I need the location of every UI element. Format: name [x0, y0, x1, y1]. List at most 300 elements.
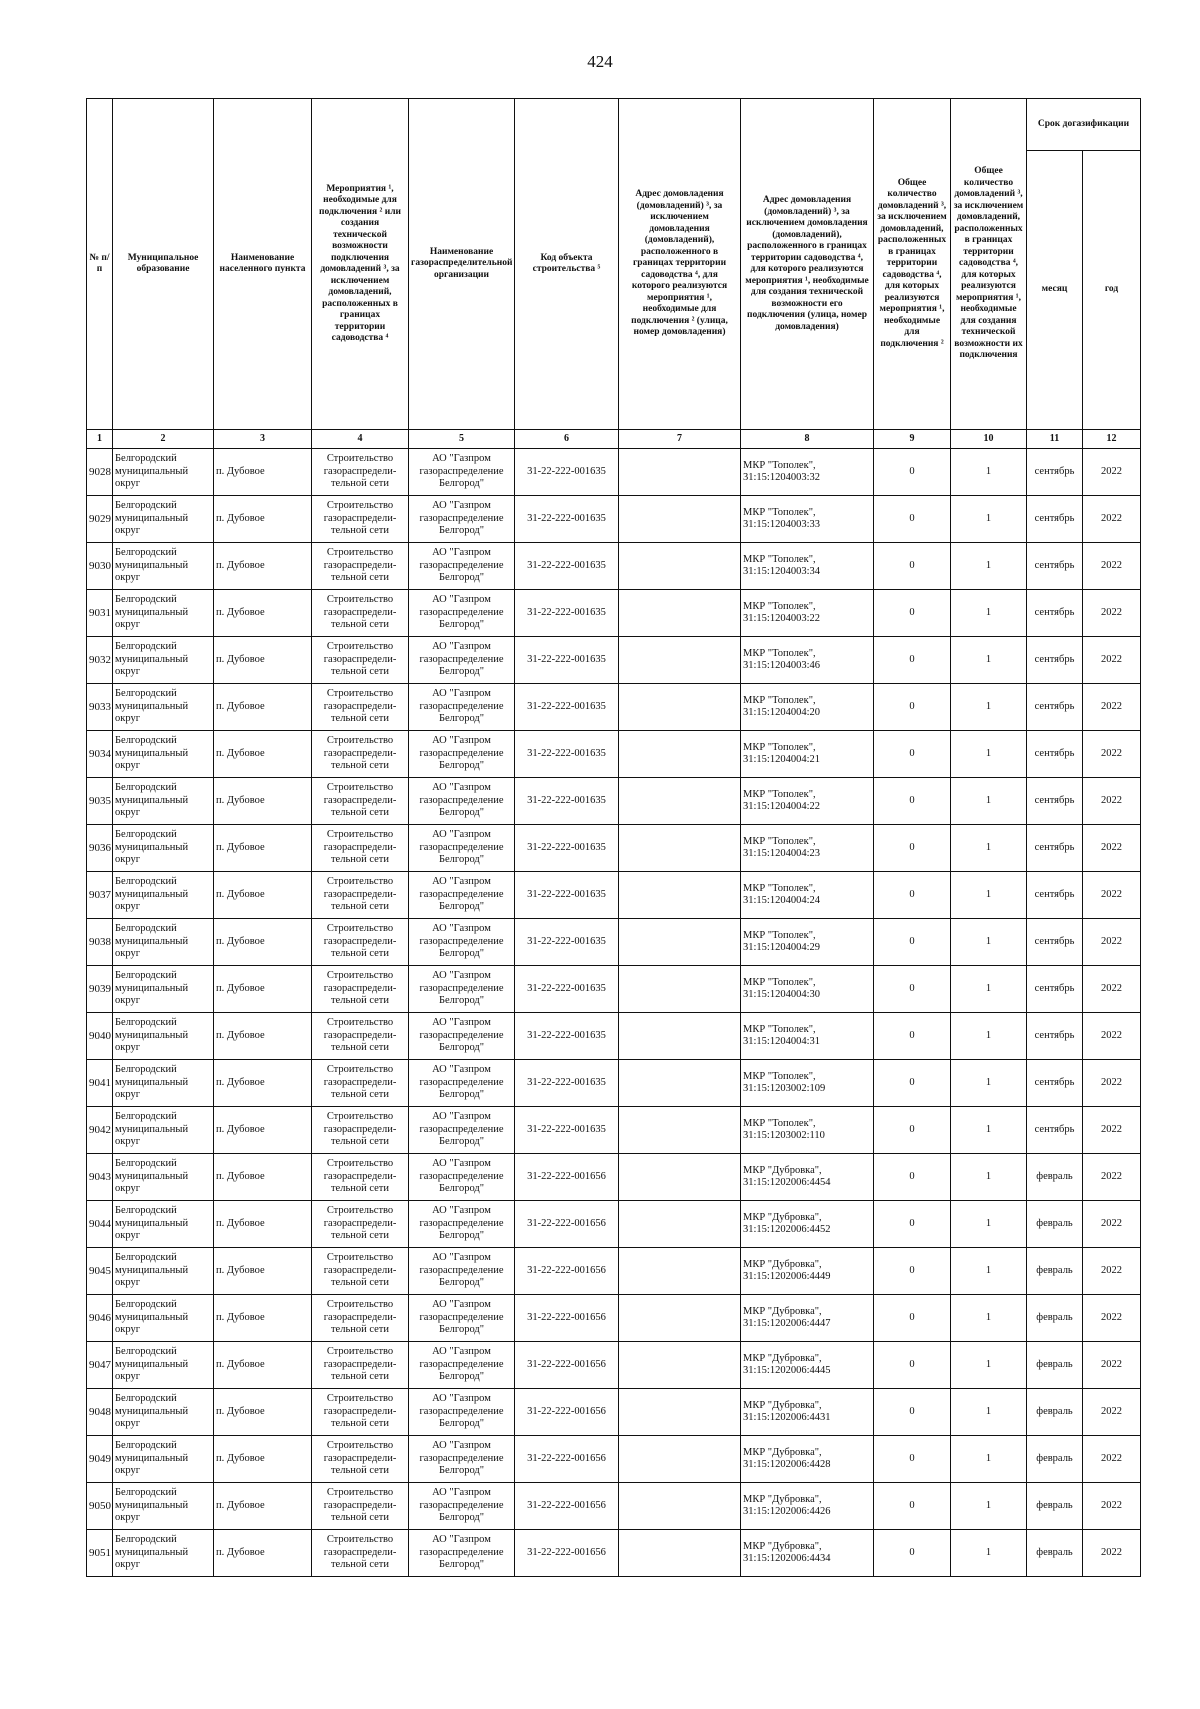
gas-org-line: Белгород" [438, 666, 485, 678]
measure-line: Строительство [326, 1346, 394, 1358]
gas-org-cell [409, 1342, 515, 1389]
measure-line: тельной сети [330, 1371, 390, 1383]
measure-cell [312, 1389, 409, 1436]
municipality-cell [113, 1201, 214, 1248]
gas-org-line: АО "Газпром [432, 1252, 491, 1264]
municipality-line: муниципальный [115, 794, 189, 806]
address-connection-cell [619, 1154, 741, 1201]
count-connection-cell: 0 [874, 449, 951, 496]
gas-org-line: АО "Газпром [432, 923, 491, 935]
gas-org-line: Белгород" [438, 1324, 485, 1336]
municipality-line: округ [115, 1183, 141, 1195]
measure-line: газораспредели- [323, 512, 397, 524]
address-connection-cell [619, 637, 741, 684]
header-municipality: Муниципальное образование [113, 99, 214, 430]
table-body [87, 449, 1141, 1577]
gas-org-line: газораспределение [419, 841, 504, 853]
municipality-line: округ [115, 1371, 141, 1383]
address-connection-cell [619, 1483, 741, 1530]
year-cell: 2022 [1083, 1154, 1141, 1201]
gas-org-line: АО "Газпром [432, 1158, 491, 1170]
gas-org-line: газораспределение [419, 1311, 504, 1323]
municipality-line: округ [115, 1324, 141, 1336]
gas-org-cell [409, 1154, 515, 1201]
table-row [87, 590, 1141, 637]
municipality-cell [113, 778, 214, 825]
settlement-cell: п. Дубовое [214, 1107, 312, 1154]
address-street: МКР "Тополек", [743, 741, 816, 753]
gas-org-line: Белгород" [438, 1512, 485, 1524]
address-street: МКР "Дубровка", [743, 1446, 822, 1458]
gas-org-cell [409, 778, 515, 825]
object-code-cell: 31-22-222-001635 [515, 496, 619, 543]
measure-line: тельной сети [330, 1512, 390, 1524]
count-capability-cell: 1 [951, 825, 1027, 872]
municipality-line: округ [115, 854, 141, 866]
measure-line: тельной сети [330, 1183, 390, 1195]
measure-cell [312, 919, 409, 966]
address-connection-cell [619, 1295, 741, 1342]
measure-line: Строительство [326, 500, 394, 512]
count-connection-cell: 0 [874, 1154, 951, 1201]
settlement-cell: п. Дубовое [214, 449, 312, 496]
measure-cell [312, 496, 409, 543]
measure-line: Строительство [326, 782, 394, 794]
measure-line: тельной сети [330, 901, 390, 913]
table-row [87, 919, 1141, 966]
table-row [87, 1483, 1141, 1530]
year-cell: 2022 [1083, 731, 1141, 778]
row-number: 9035 [87, 778, 113, 825]
measure-line: Строительство [326, 1440, 394, 1452]
count-capability-cell: 1 [951, 778, 1027, 825]
row-number: 9048 [87, 1389, 113, 1436]
measure-line: тельной сети [330, 854, 390, 866]
settlement-cell: п. Дубовое [214, 966, 312, 1013]
municipality-line: муниципальный [115, 465, 189, 477]
measure-cell [312, 637, 409, 684]
gas-org-line: Белгород" [438, 901, 485, 913]
measure-cell [312, 825, 409, 872]
municipality-cell [113, 543, 214, 590]
address-connection-cell [619, 872, 741, 919]
gas-org-line: Белгород" [438, 1559, 485, 1571]
table-row [87, 496, 1141, 543]
measure-line: газораспредели- [323, 559, 397, 571]
count-capability-cell: 1 [951, 1107, 1027, 1154]
municipality-cell [113, 1483, 214, 1530]
measure-line: тельной сети [330, 760, 390, 772]
municipality-line: округ [115, 948, 141, 960]
measure-line: тельной сети [330, 478, 390, 490]
gas-org-line: Белгород" [438, 1230, 485, 1242]
measure-cell [312, 731, 409, 778]
municipality-line: Белгородский [115, 735, 177, 747]
settlement-cell: п. Дубовое [214, 684, 312, 731]
measure-line: тельной сети [330, 1418, 390, 1430]
gas-org-line: газораспределение [419, 935, 504, 947]
table-row [87, 1013, 1141, 1060]
address-street: МКР "Тополек", [743, 929, 816, 941]
municipality-line: муниципальный [115, 653, 189, 665]
address-connection-cell [619, 1248, 741, 1295]
address-connection-cell [619, 684, 741, 731]
measure-cell [312, 1436, 409, 1483]
gas-org-line: АО "Газпром [432, 1017, 491, 1029]
municipality-line: Белгородский [115, 1205, 177, 1217]
measure-cell [312, 872, 409, 919]
count-capability-cell: 1 [951, 919, 1027, 966]
count-capability-cell: 1 [951, 1530, 1027, 1577]
municipality-line: округ [115, 760, 141, 772]
row-number: 9029 [87, 496, 113, 543]
municipality-cell [113, 919, 214, 966]
column-number: 4 [312, 430, 409, 449]
table-row [87, 1248, 1141, 1295]
address-cadastral: 31:15:1202006:4452 [743, 1224, 831, 1235]
year-cell: 2022 [1083, 872, 1141, 919]
object-code-cell: 31-22-222-001635 [515, 1060, 619, 1107]
month-cell: февраль [1027, 1436, 1083, 1483]
measure-line: тельной сети [330, 807, 390, 819]
municipality-line: округ [115, 619, 141, 631]
measure-line: тельной сети [330, 1324, 390, 1336]
gas-org-line: Белгород" [438, 995, 485, 1007]
municipality-line: муниципальный [115, 700, 189, 712]
gas-org-line: Белгород" [438, 619, 485, 631]
address-connection-cell [619, 778, 741, 825]
municipality-line: муниципальный [115, 1123, 189, 1135]
gas-org-line: Белгород" [438, 1371, 485, 1383]
year-cell: 2022 [1083, 1201, 1141, 1248]
measure-line: тельной сети [330, 1230, 390, 1242]
count-connection-cell: 0 [874, 1060, 951, 1107]
measure-line: Строительство [326, 547, 394, 559]
measure-line: газораспредели- [323, 653, 397, 665]
table-row [87, 778, 1141, 825]
object-code-cell: 31-22-222-001635 [515, 543, 619, 590]
address-cadastral: 31:15:1204004:29 [743, 942, 821, 953]
address-cadastral: 31:15:1204004:22 [743, 801, 821, 812]
year-cell: 2022 [1083, 496, 1141, 543]
count-capability-cell: 1 [951, 1342, 1027, 1389]
row-number: 9049 [87, 1436, 113, 1483]
count-capability-cell: 1 [951, 590, 1027, 637]
municipality-line: муниципальный [115, 1311, 189, 1323]
month-cell: сентябрь [1027, 1060, 1083, 1107]
municipality-line: муниципальный [115, 1452, 189, 1464]
settlement-cell: п. Дубовое [214, 543, 312, 590]
measure-line: Строительство [326, 829, 394, 841]
settlement-cell: п. Дубовое [214, 1295, 312, 1342]
gas-org-line: газораспределение [419, 1499, 504, 1511]
month-cell: сентябрь [1027, 1013, 1083, 1060]
municipality-line: муниципальный [115, 512, 189, 524]
header-year: год [1083, 151, 1141, 430]
municipality-line: округ [115, 995, 141, 1007]
address-capability-cell [741, 872, 874, 919]
municipality-line: муниципальный [115, 1217, 189, 1229]
municipality-line: Белгородский [115, 829, 177, 841]
gas-org-line: АО "Газпром [432, 1205, 491, 1217]
year-cell: 2022 [1083, 1248, 1141, 1295]
measure-line: тельной сети [330, 666, 390, 678]
header-address-connection: Адрес домовладения (домовладений) ³, за исключением домовладения (домовладений), расположенного в границах территории садоводства ⁴, для которого реализуются мероприятия ¹, необходимые для подключения ² (улица, номер домовладения) [619, 99, 741, 430]
row-number: 9033 [87, 684, 113, 731]
address-cadastral: 31:15:1202006:4449 [743, 1271, 831, 1282]
municipality-line: Белгородский [115, 594, 177, 606]
table-row [87, 1295, 1141, 1342]
object-code-cell: 31-22-222-001656 [515, 1248, 619, 1295]
gas-org-line: АО "Газпром [432, 641, 491, 653]
address-capability-cell [741, 919, 874, 966]
year-cell: 2022 [1083, 919, 1141, 966]
gas-org-line: АО "Газпром [432, 1346, 491, 1358]
gas-org-cell [409, 1060, 515, 1107]
measure-line: газораспредели- [323, 606, 397, 618]
gas-org-cell [409, 1483, 515, 1530]
municipality-line: округ [115, 478, 141, 490]
gas-org-line: газораспределение [419, 1123, 504, 1135]
address-cadastral: 31:15:1204003:22 [743, 613, 821, 624]
table-row [87, 731, 1141, 778]
column-number: 5 [409, 430, 515, 449]
municipality-line: муниципальный [115, 1358, 189, 1370]
year-cell: 2022 [1083, 449, 1141, 496]
gas-org-line: газораспределение [419, 794, 504, 806]
year-cell: 2022 [1083, 1530, 1141, 1577]
gas-org-line: газораспределение [419, 747, 504, 759]
measure-line: тельной сети [330, 713, 390, 725]
address-capability-cell [741, 543, 874, 590]
measure-line: Строительство [326, 641, 394, 653]
municipality-line: Белгородский [115, 1440, 177, 1452]
address-cadastral: 31:15:1202006:4428 [743, 1459, 831, 1470]
gas-org-line: АО "Газпром [432, 688, 491, 700]
object-code-cell: 31-22-222-001656 [515, 1201, 619, 1248]
table-row [87, 1342, 1141, 1389]
settlement-cell: п. Дубовое [214, 1436, 312, 1483]
address-capability-cell [741, 778, 874, 825]
address-street: МКР "Тополек", [743, 506, 816, 518]
measure-line: газораспредели- [323, 888, 397, 900]
municipality-line: муниципальный [115, 1170, 189, 1182]
address-cadastral: 31:15:1204003:33 [743, 519, 821, 530]
table-row [87, 825, 1141, 872]
table-row [87, 1154, 1141, 1201]
settlement-cell: п. Дубовое [214, 731, 312, 778]
gas-org-cell [409, 1013, 515, 1060]
measure-line: Строительство [326, 1252, 394, 1264]
month-cell: сентябрь [1027, 872, 1083, 919]
gas-org-line: газораспределение [419, 982, 504, 994]
municipality-line: Белгородский [115, 547, 177, 559]
gas-org-cell [409, 637, 515, 684]
municipality-cell [113, 1107, 214, 1154]
address-street: МКР "Тополек", [743, 1117, 816, 1129]
year-cell: 2022 [1083, 543, 1141, 590]
measure-line: газораспредели- [323, 747, 397, 759]
municipality-line: Белгородский [115, 1393, 177, 1405]
table-row [87, 1436, 1141, 1483]
gas-org-line: АО "Газпром [432, 547, 491, 559]
municipality-line: Белгородский [115, 453, 177, 465]
count-capability-cell: 1 [951, 1295, 1027, 1342]
address-street: МКР "Тополек", [743, 647, 816, 659]
measure-line: Строительство [326, 876, 394, 888]
column-number: 2 [113, 430, 214, 449]
measure-line: тельной сети [330, 1042, 390, 1054]
column-number: 9 [874, 430, 951, 449]
measure-cell [312, 1154, 409, 1201]
count-capability-cell: 1 [951, 872, 1027, 919]
month-cell: сентябрь [1027, 684, 1083, 731]
address-street: МКР "Дубровка", [743, 1399, 822, 1411]
gas-org-line: газораспределение [419, 700, 504, 712]
address-connection-cell [619, 966, 741, 1013]
settlement-cell: п. Дубовое [214, 778, 312, 825]
address-street: МКР "Дубровка", [743, 1164, 822, 1176]
measure-cell [312, 966, 409, 1013]
measure-line: газораспредели- [323, 1499, 397, 1511]
month-cell: февраль [1027, 1342, 1083, 1389]
municipality-cell [113, 637, 214, 684]
count-connection-cell: 0 [874, 543, 951, 590]
year-cell: 2022 [1083, 1436, 1141, 1483]
address-cadastral: 31:15:1204004:23 [743, 848, 821, 859]
object-code-cell: 31-22-222-001656 [515, 1436, 619, 1483]
measure-line: Строительство [326, 1534, 394, 1546]
count-connection-cell: 0 [874, 496, 951, 543]
header-count-connection: Общее количество домовладений ³, за исключением домовладений, расположенных в границах территории садоводства ⁴, для которых реализуются мероприятия ¹, необходимые для подключения ² [874, 99, 951, 430]
municipality-line: округ [115, 666, 141, 678]
municipality-line: муниципальный [115, 1264, 189, 1276]
measure-cell [312, 1013, 409, 1060]
measure-line: газораспредели- [323, 935, 397, 947]
address-street: МКР "Дубровка", [743, 1540, 822, 1552]
address-capability-cell [741, 1248, 874, 1295]
municipality-cell [113, 825, 214, 872]
address-capability-cell [741, 1060, 874, 1107]
municipality-line: Белгородский [115, 1252, 177, 1264]
settlement-cell: п. Дубовое [214, 1530, 312, 1577]
object-code-cell: 31-22-222-001635 [515, 731, 619, 778]
count-connection-cell: 0 [874, 825, 951, 872]
measure-cell [312, 778, 409, 825]
municipality-line: Белгородский [115, 1017, 177, 1029]
month-cell: сентябрь [1027, 966, 1083, 1013]
row-number: 9031 [87, 590, 113, 637]
gas-org-line: АО "Газпром [432, 500, 491, 512]
settlement-cell: п. Дубовое [214, 1013, 312, 1060]
measure-cell [312, 1530, 409, 1577]
gas-org-line: Белгород" [438, 713, 485, 725]
year-cell: 2022 [1083, 778, 1141, 825]
row-number: 9051 [87, 1530, 113, 1577]
municipality-line: Белгородский [115, 500, 177, 512]
gas-org-line: газораспределение [419, 512, 504, 524]
month-cell: сентябрь [1027, 778, 1083, 825]
gas-org-line: газораспределение [419, 1170, 504, 1182]
address-street: МКР "Дубровка", [743, 1305, 822, 1317]
row-number: 9032 [87, 637, 113, 684]
municipality-line: Белгородский [115, 688, 177, 700]
measure-line: Строительство [326, 1299, 394, 1311]
measure-cell [312, 684, 409, 731]
measure-line: тельной сети [330, 1136, 390, 1148]
municipality-cell [113, 590, 214, 637]
row-number: 9046 [87, 1295, 113, 1342]
measure-line: газораспредели- [323, 1076, 397, 1088]
gas-org-line: АО "Газпром [432, 1440, 491, 1452]
gas-org-line: Белгород" [438, 854, 485, 866]
municipality-line: муниципальный [115, 747, 189, 759]
gas-org-line: Белгород" [438, 1465, 485, 1477]
gas-org-line: АО "Газпром [432, 1393, 491, 1405]
measure-line: газораспредели- [323, 1029, 397, 1041]
settlement-cell: п. Дубовое [214, 1154, 312, 1201]
gas-org-line: Белгород" [438, 1277, 485, 1289]
measure-line: газораспредели- [323, 1358, 397, 1370]
measure-line: Строительство [326, 1487, 394, 1499]
measure-line: тельной сети [330, 995, 390, 1007]
gas-org-line: Белгород" [438, 760, 485, 772]
table-row [87, 1389, 1141, 1436]
measure-line: Строительство [326, 970, 394, 982]
month-cell: сентябрь [1027, 543, 1083, 590]
year-cell: 2022 [1083, 1013, 1141, 1060]
row-number: 9036 [87, 825, 113, 872]
measure-line: тельной сети [330, 619, 390, 631]
address-cadastral: 31:15:1202006:4454 [743, 1177, 831, 1188]
object-code-cell: 31-22-222-001656 [515, 1342, 619, 1389]
table-row [87, 1530, 1141, 1577]
address-cadastral: 31:15:1204004:21 [743, 754, 821, 765]
year-cell: 2022 [1083, 590, 1141, 637]
gas-org-line: Белгород" [438, 478, 485, 490]
column-number: 11 [1027, 430, 1083, 449]
gas-org-line: газораспределение [419, 1546, 504, 1558]
address-cadastral: 31:15:1203002:109 [743, 1083, 826, 1094]
address-capability-cell [741, 825, 874, 872]
measure-line: тельной сети [330, 1277, 390, 1289]
gas-org-line: газораспределение [419, 559, 504, 571]
year-cell: 2022 [1083, 1483, 1141, 1530]
address-capability-cell [741, 1013, 874, 1060]
month-cell: февраль [1027, 1530, 1083, 1577]
address-connection-cell [619, 543, 741, 590]
gas-org-line: газораспределение [419, 606, 504, 618]
municipality-line: муниципальный [115, 559, 189, 571]
municipality-line: округ [115, 713, 141, 725]
address-street: МКР "Тополек", [743, 600, 816, 612]
table-row [87, 449, 1141, 496]
settlement-cell: п. Дубовое [214, 1248, 312, 1295]
gas-org-line: Белгород" [438, 807, 485, 819]
year-cell: 2022 [1083, 1107, 1141, 1154]
header-count-capability: Общее количество домовладений ³, за исключением домовладений, расположенных в границах территории садоводства ⁴, для которых реализуются мероприятия ¹, необходимые для создания технической возможности их подключения [951, 99, 1027, 430]
month-cell: сентябрь [1027, 825, 1083, 872]
measure-line: Строительство [326, 1393, 394, 1405]
row-number: 9044 [87, 1201, 113, 1248]
gas-org-cell [409, 919, 515, 966]
count-connection-cell: 0 [874, 872, 951, 919]
count-connection-cell: 0 [874, 1342, 951, 1389]
month-cell: сентябрь [1027, 637, 1083, 684]
municipality-line: округ [115, 1230, 141, 1242]
header-address-capability: Адрес домовладения (домовладений) ³, за исключением домовладения (домовладений), расположенного в границах территории садоводства ⁴, для которого реализуются мероприятия ¹, необходимые для создания технической возможности его подключения (улица, номер домовладения) [741, 99, 874, 430]
gas-org-cell [409, 1389, 515, 1436]
